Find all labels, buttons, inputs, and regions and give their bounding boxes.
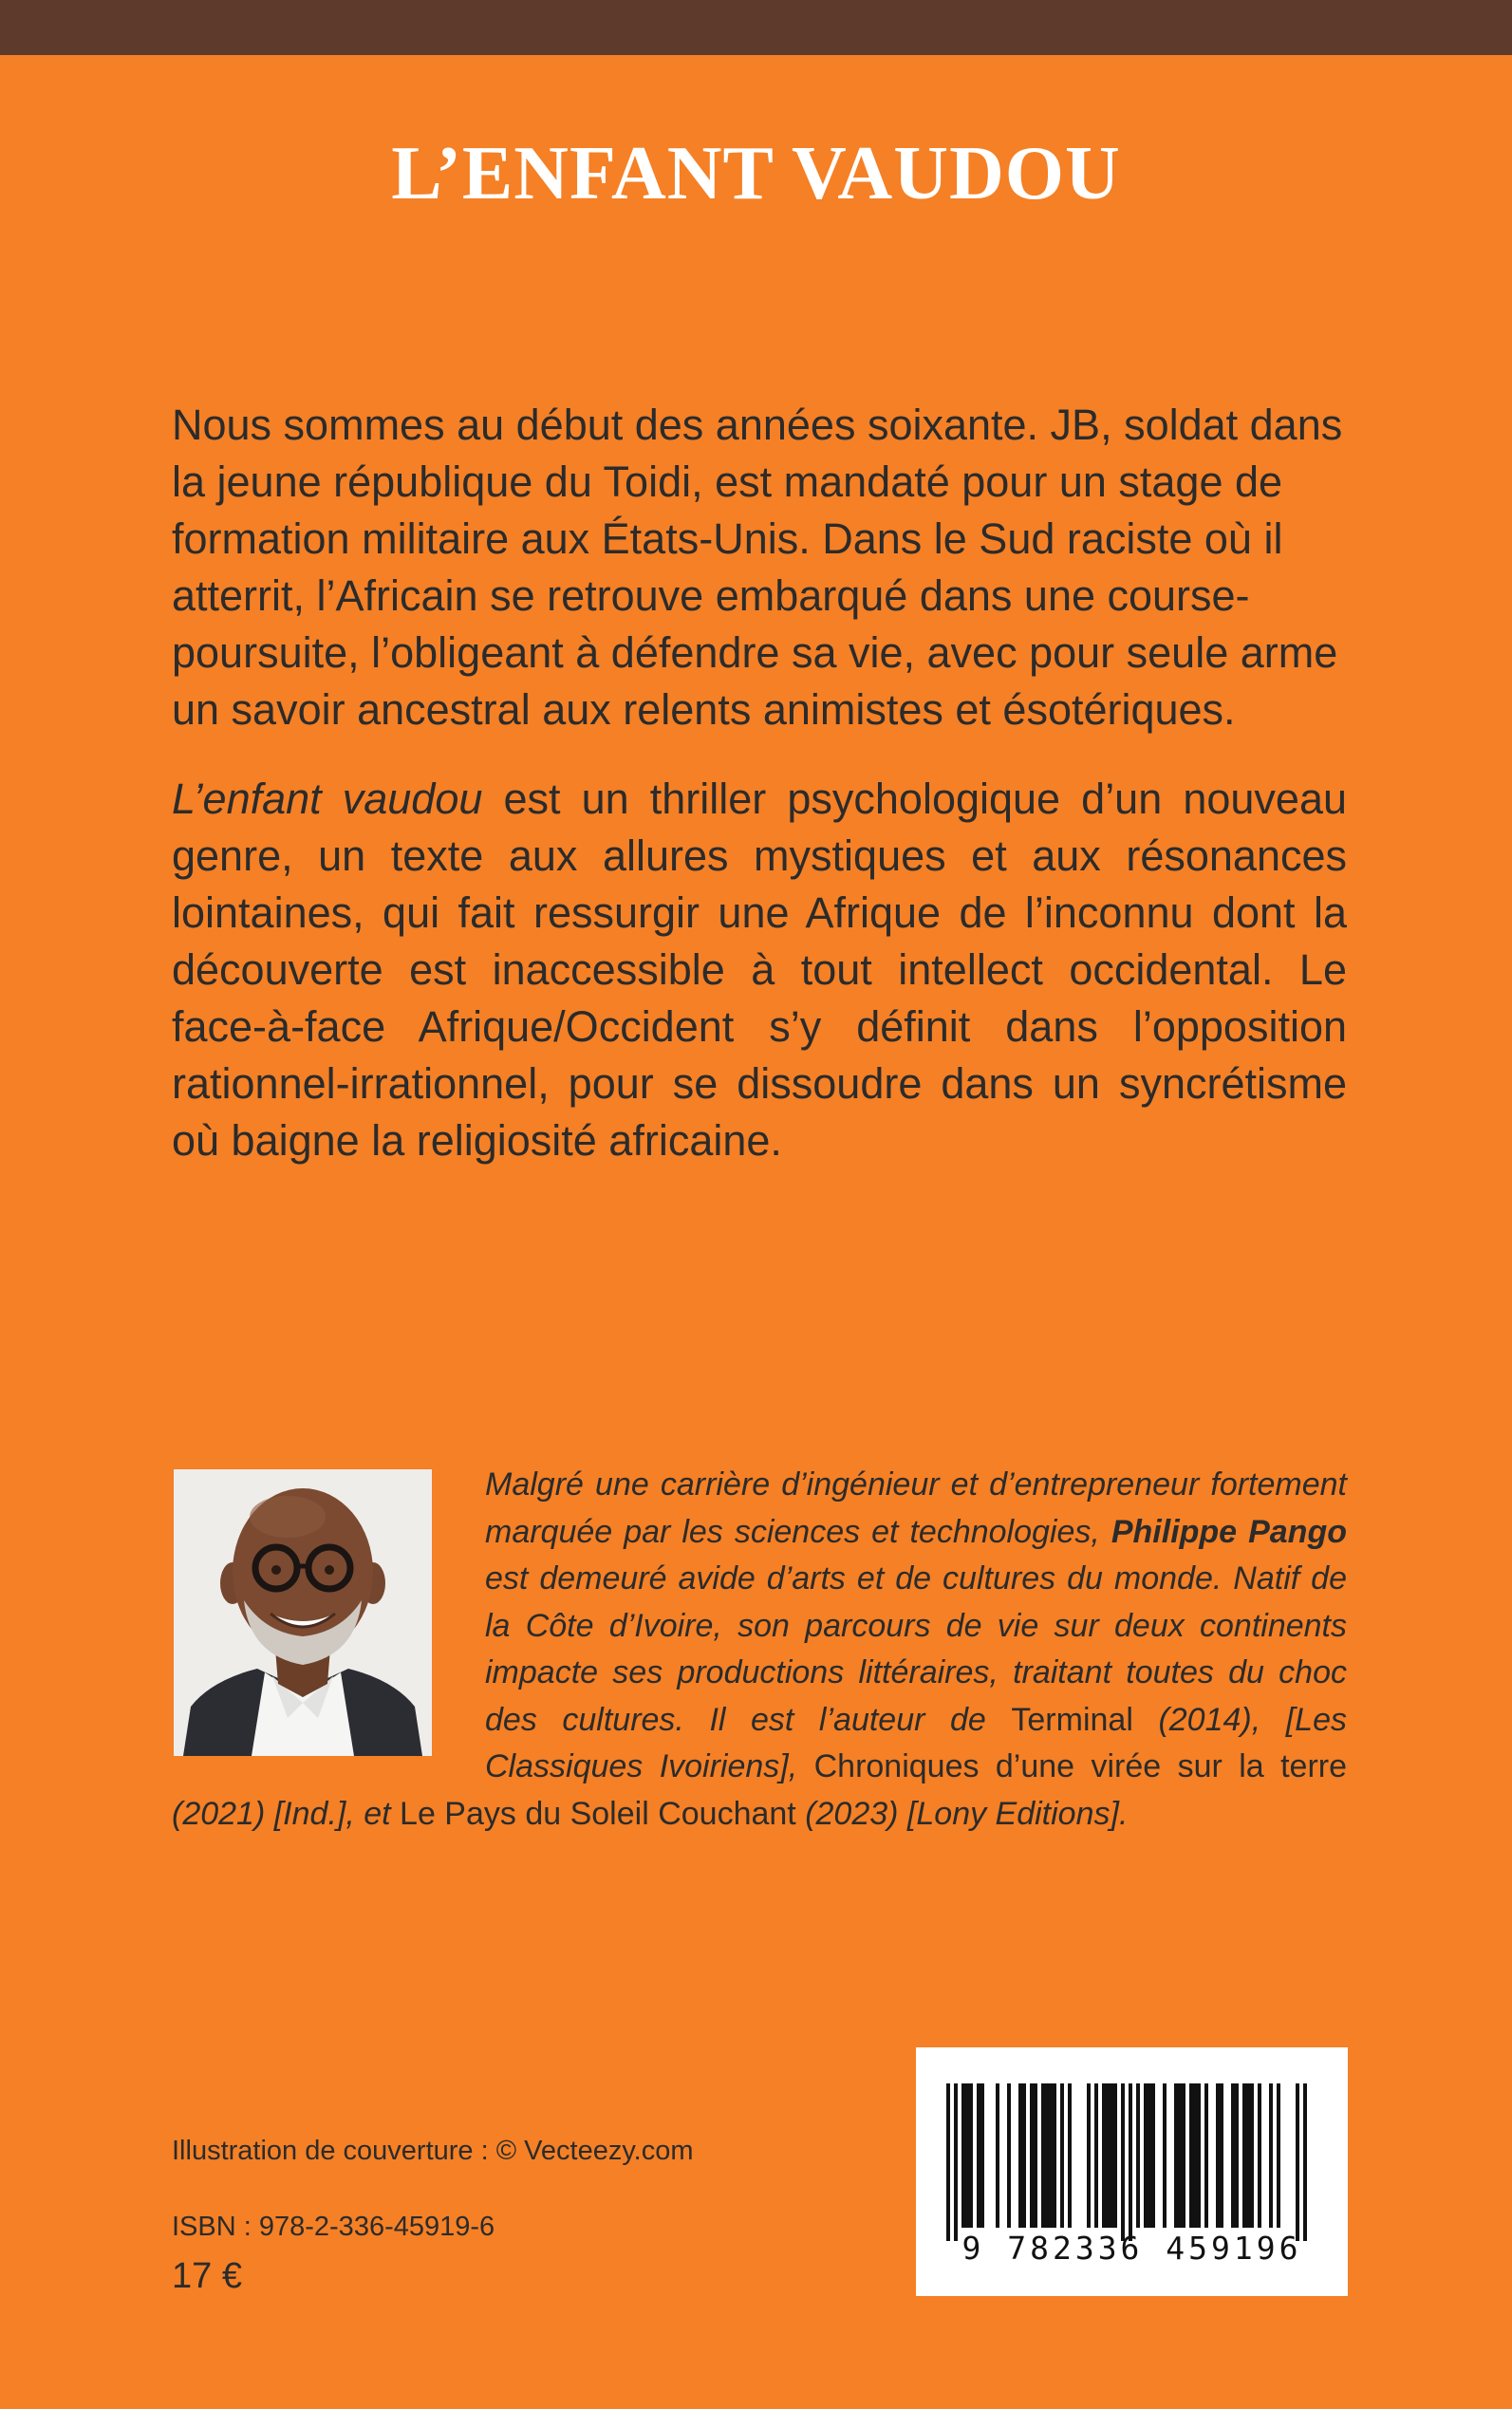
barcode-bar (1216, 2083, 1223, 2228)
barcode-bar (1121, 2083, 1125, 2241)
barcode-bar (961, 2083, 973, 2228)
blurb-book-title: L’enfant vaudou (172, 775, 483, 823)
top-band (0, 0, 1512, 55)
barcode-bar (1030, 2083, 1037, 2228)
blurb-paragraph-2 (172, 771, 1347, 1169)
barcode-bar (1068, 2083, 1072, 2228)
barcode-bar (1174, 2083, 1185, 2228)
barcode-bar (1303, 2083, 1307, 2241)
barcode (916, 2047, 1348, 2296)
barcode-bar (1136, 2083, 1140, 2228)
barcode-bar (954, 2083, 958, 2241)
author-bio (172, 1462, 1347, 1838)
barcode-bar (1204, 2083, 1208, 2228)
barcode-bar (977, 2083, 984, 2228)
barcode-bar (1144, 2083, 1155, 2228)
barcode-bar (1018, 2083, 1026, 2228)
author-book-2-info: (2021) [Ind.], et (172, 1795, 401, 1832)
barcode-bar (1296, 2083, 1299, 2241)
barcode-bar (1269, 2083, 1273, 2228)
barcode-bar (1231, 2083, 1239, 2228)
barcode-bar (1102, 2083, 1117, 2228)
barcode-bar (1007, 2083, 1011, 2228)
author-bio-start: Malgré une carrière d’ingénieur et d’entrepreneur fortement marquée par les sciences et technologies, (485, 1466, 1347, 1550)
author-book-1: Terminal (1011, 1701, 1133, 1738)
barcode-bar (1277, 2083, 1280, 2228)
author-bio-middle: est demeuré avide d’arts et de cultures du monde. Natif de la Côte d’Ivoire, son parcours de vie sur deux continents impacte ses productions littéraires, traitant toutes du choc des cultures. Il est l’auteur de (485, 1560, 1347, 1738)
barcode-bar (1087, 2083, 1091, 2228)
barcode-bar (1163, 2083, 1167, 2228)
isbn: ISBN : 978-2-336-45919-6 (172, 2212, 495, 2242)
barcode-bar (996, 2083, 999, 2228)
author-book-1-info: (2014), [Les Classiques Ivoiriens], (485, 1701, 1347, 1784)
back-cover-blurb (172, 397, 1347, 1202)
author-book-3: Le Pays du Soleil Couchant (400, 1795, 796, 1832)
barcode-bar (1242, 2083, 1254, 2228)
blurb-paragraph-1: Nous sommes au début des années soixante. JB, soldat dans la jeune république du Toidi, est mandaté pour un stage de formation militaire aux États-Unis. Dans le Sud raciste où il atterrit, l’Africain se retrouve embarqué dans une course-poursuite, l’obligeant à défendre sa vie, avec pour seule arme un savoir ancestral aux relents animistes et ésotériques. (172, 401, 1343, 734)
author-book-3-info: (2023) [Lony Editions]. (795, 1795, 1129, 1832)
author-name: Philippe Pango (1111, 1513, 1347, 1550)
barcode-bar (1060, 2083, 1064, 2228)
blurb-paragraph-2-text: est un thriller psychologique d’un nouveau genre, un texte aux allures mystiques et aux résonances lointaines, qui fait ressurgir une Afrique de l’inconnu dont la découverte est inaccessible à tout intellect occidental. Le face-à-face Afrique/Occident s’y définit dans l’opposition rationnel-irrationnel, pour se dissoudre dans un syncrétisme où baigne la religiosité africaine. (172, 775, 1347, 1165)
author-photo-spacer (172, 1462, 485, 1746)
barcode-bar (946, 2083, 950, 2241)
author-book-2: Chroniques d’une virée sur la terre (813, 1748, 1348, 1784)
barcode-bar (1258, 2083, 1261, 2228)
barcode-number: 9 782336 459196 (961, 2230, 1302, 2267)
barcode-bar (1041, 2083, 1056, 2228)
book-title: L’ENFANT VAUDOU (391, 132, 1121, 215)
price: 17 € (172, 2256, 242, 2296)
illustration-credit: Illustration de couverture : © Vecteezy.com (172, 2136, 694, 2166)
barcode-bar (1129, 2083, 1132, 2241)
barcode-bar (1189, 2083, 1201, 2228)
barcode-bar (1094, 2083, 1098, 2228)
